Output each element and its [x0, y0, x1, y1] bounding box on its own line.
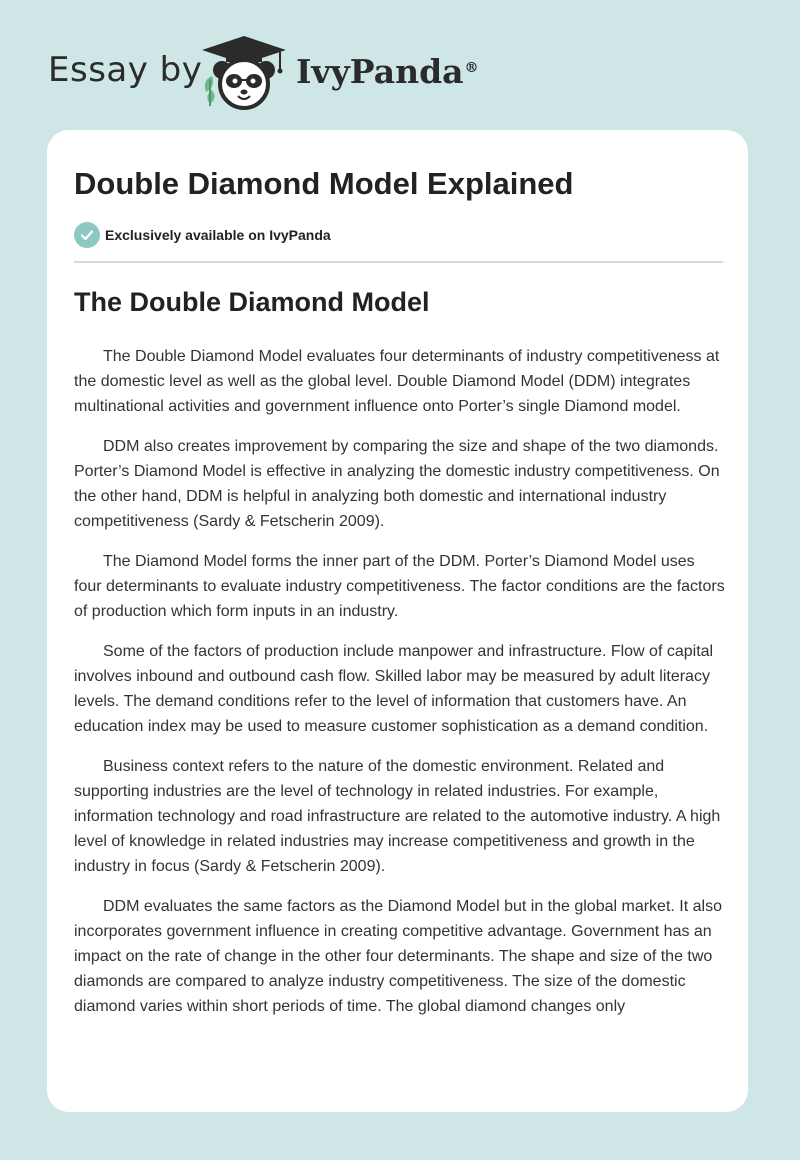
- brand-name[interactable]: IvyPanda®: [296, 52, 479, 91]
- exclusive-badge: [74, 222, 331, 248]
- paragraph: Some of the factors of production include manpower and infrastructure. Flow of capital involves inbound and outbound cash flow. Skilled labor may be measured by adult literacy levels. The demand conditions refer to the level of information that customers have. An education index may be used to measure customer sophistication as a demand condition.: [74, 643, 714, 735]
- panda-logo-icon[interactable]: [200, 34, 288, 110]
- paragraph: Business context refers to the nature of the domestic environment. Related and supporting industries are the level of technology in related industries. For example, information technology and road infrastructure are related to the automotive industry. A high level of knowledge in related industries may increase competitiveness and growth in the industry in focus (Sardy & Fetscherin 2009).: [74, 758, 721, 875]
- essay-by-label: Essay by: [48, 50, 203, 90]
- article-card: [47, 130, 748, 1112]
- page-title: Double Diamond Model Explained: [74, 166, 574, 201]
- paragraph: DDM also creates improvement by comparing the size and shape of the two diamonds. Porter’s Diamond Model is effective in analyzing the domestic industry competitiveness. On the other hand, DDM is helpful in analyzing both domestic and international industry competitiveness (Sardy & Fetscherin 2009).: [74, 438, 720, 530]
- badge-label: Exclusively available on IvyPanda: [105, 227, 331, 243]
- paragraph: DDM evaluates the same factors as the Diamond Model but in the global market. It also incorporates government influence in creating competitive advantage. Government has an impact on the rate of change in the other four determinants. The shape and size of the two diamonds are compared to analyze industry competitiveness. The size of the domestic diamond varies within short periods of time. The global diamond changes only: [74, 898, 722, 1015]
- site-header: [0, 0, 800, 120]
- article-body: [74, 344, 726, 1034]
- registered-mark: ®: [464, 60, 479, 76]
- divider: [74, 261, 723, 263]
- paragraph: The Diamond Model forms the inner part of the DDM. Porter’s Diamond Model uses four determinants to evaluate industry competitiveness. The factor conditions are the factors of production which form inputs in an industry.: [74, 553, 725, 620]
- section-heading: The Double Diamond Model: [74, 287, 430, 317]
- paragraph: The Double Diamond Model evaluates four determinants of industry competitiveness at the domestic level as well as the global level. Double Diamond Model (DDM) integrates multinational activities and government influence onto Porter’s single Diamond model.: [74, 348, 720, 415]
- check-icon: [74, 222, 100, 248]
